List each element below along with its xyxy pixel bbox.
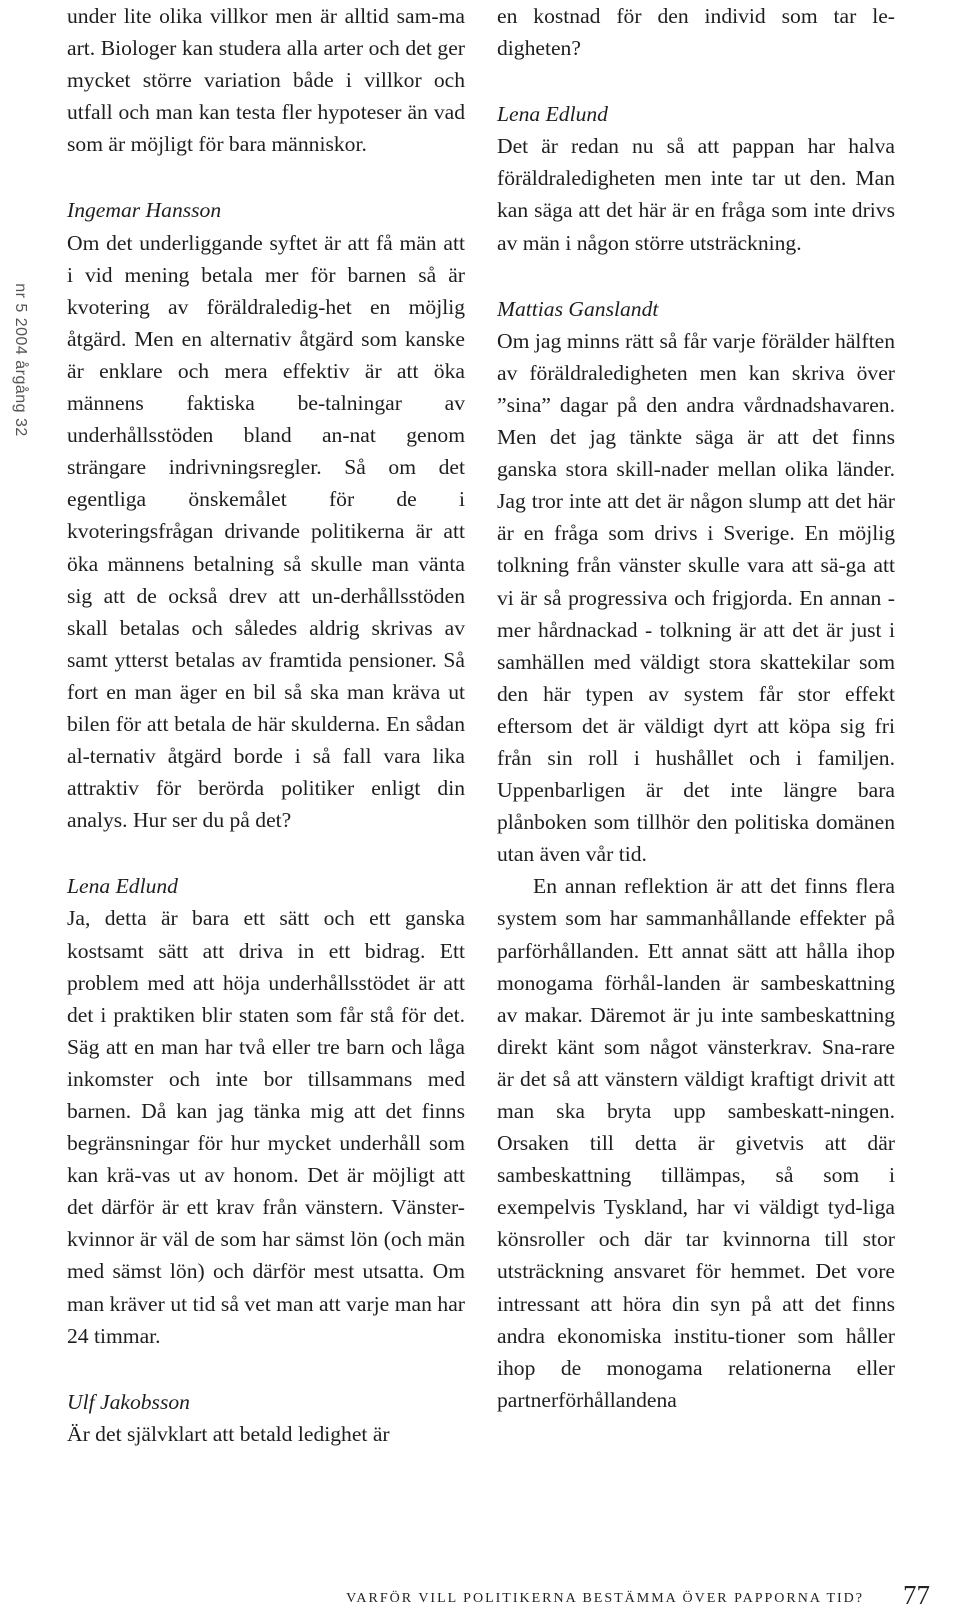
left-paragraph-3: Är det självklart att betald ledighet är [67, 1421, 390, 1446]
issue-label: nr 5 2004 årgång 32 [12, 283, 29, 437]
left-column [67, 0, 465, 1450]
running-title: VARFÖR VILL POLITIKERNA BESTÄMMA ÖVER PAPPORNA TID? [346, 1591, 864, 1606]
page-number: 77 [903, 1580, 930, 1610]
issue-sidebar [0, 240, 40, 480]
speaker-mattias-ganslandt: Mattias Ganslandt [497, 296, 659, 321]
left-paragraph-1: Om det underliggande syftet är att få män att i vid mening betala mer för barnen så är kvotering av föräldraledig-het en möjlig åtgärd. Men en alternativ åtgärd som kanske är enklare och mera effektiv är att öka männens faktiska be-talningar av underhållsstöden bland an-nat genom strängare indrivningsregler. Så om det egentliga önskemålet för de i kvoteringsfrågan drivande politikerna är att öka männens betalning så skulle man vänta sig att de också drev att un-derhållsstöden skall betalas och således aldrig skrivas av samt ytterst betalas av framtida pensioner. Så fort en man äger en bil så ska man kräva ut bilen för att betala de här skulderna. En sådan al-ternativ åtgärd borde i så fall vara lika attraktiv för berörda politiker enligt din analys. Hur ser du på det? [67, 230, 465, 833]
right-column [497, 0, 895, 1416]
left-intro-paragraph: under lite olika villkor men är alltid sam-ma art. Biologer kan studera alla arter och det ger mycket större variation både i villkor och utfall och man kan testa fler hypoteser än vad som är möjligt för bara människor. [67, 4, 465, 157]
left-paragraph-2: Ja, detta är bara ett sätt och ett ganska kostsamt sätt att driva in ett bidrag. Ett problem med att höja underhållsstödet är att det i praktiken blir staten som får stå för det. Säg att en man har två eller tre barn och låga inkomster och inte bor tillsammans med barnen. Då kan jag tänka mig att det finns begränsningar för hur mycket underhåll som kan krä-vas ut av honom. Det är möjligt att det därför är ett krav från vänstern. Vänster-kvinnor är väl de som har sämst lön (och män med sämst lön) och därför mest utsatta. Om man kräver ut tid så vet man att varje man har 24 timmar. [67, 906, 465, 1348]
right-paragraph-1: Det är redan nu så att pappan har halva föräldraledigheten men inte tar ut den. Man kan säga att det här är en fråga som inte drivs av män i någon större utsträckning. [497, 134, 895, 255]
speaker-lena-edlund-right: Lena Edlund [497, 102, 608, 127]
page-footer [0, 1582, 960, 1612]
right-paragraph-3: En annan reflektion är att det finns flera system som har sammanhållande effekter på parförhållanden. Ett annat sätt att hålla ihop monogama förhål-landen är sambeskattning av makar. Däremot är ju inte sambeskattning direkt känt som något vänsterkrav. Sna-rare är det så att vänstern väldigt kraftigt drivit att man ska bryta upp sambeskatt-ningen. Orsaken till detta är givetvis att där sambeskattning tillämpas, så som i exempelvis Tyskland, har vi väldigt tyd-liga könsroller och där tar kvinnorna till stor utsträckning ansvaret för hemmet. Det vore intressant att höra din syn på att det finns andra ekonomiska institu-tioner som håller ihop de monogama relationerna eller partnerförhållandena [497, 874, 895, 1412]
right-intro-paragraph: en kostnad för den individ som tar le-digheten? [497, 4, 895, 61]
speaker-ulf-jakobsson: Ulf Jakobsson [67, 1389, 190, 1414]
right-paragraph-2: Om jag minns rätt så får varje förälder hälften av föräldraledigheten men kan skriva över ”sina” dagar på den andra vårdnadshavaren. Men det jag tänkte säga är att det finns ganska stora skill-nader mellan olika länder. Jag tror inte att det är någon slump att det här är en fråga som drivs i Sverige. En möjlig tolkning från vänster skulle vara att sä-ga att vi är så progressiva och frigjorda. En annan - mer hårdnackad - tolkning är att det är just i samhällen med väldigt stora skattekilar som den här typen av system får stor effekt eftersom det är väldigt dyrt att köpa sig fri från sin roll i hushållet och i familjen. Uppenbarligen är det inte längre bara plånboken som tillhör den politiska domänen utan även vår tid. [497, 328, 895, 867]
speaker-lena-edlund-left: Lena Edlund [67, 874, 178, 899]
speaker-ingemar-hansson: Ingemar Hansson [67, 198, 222, 223]
